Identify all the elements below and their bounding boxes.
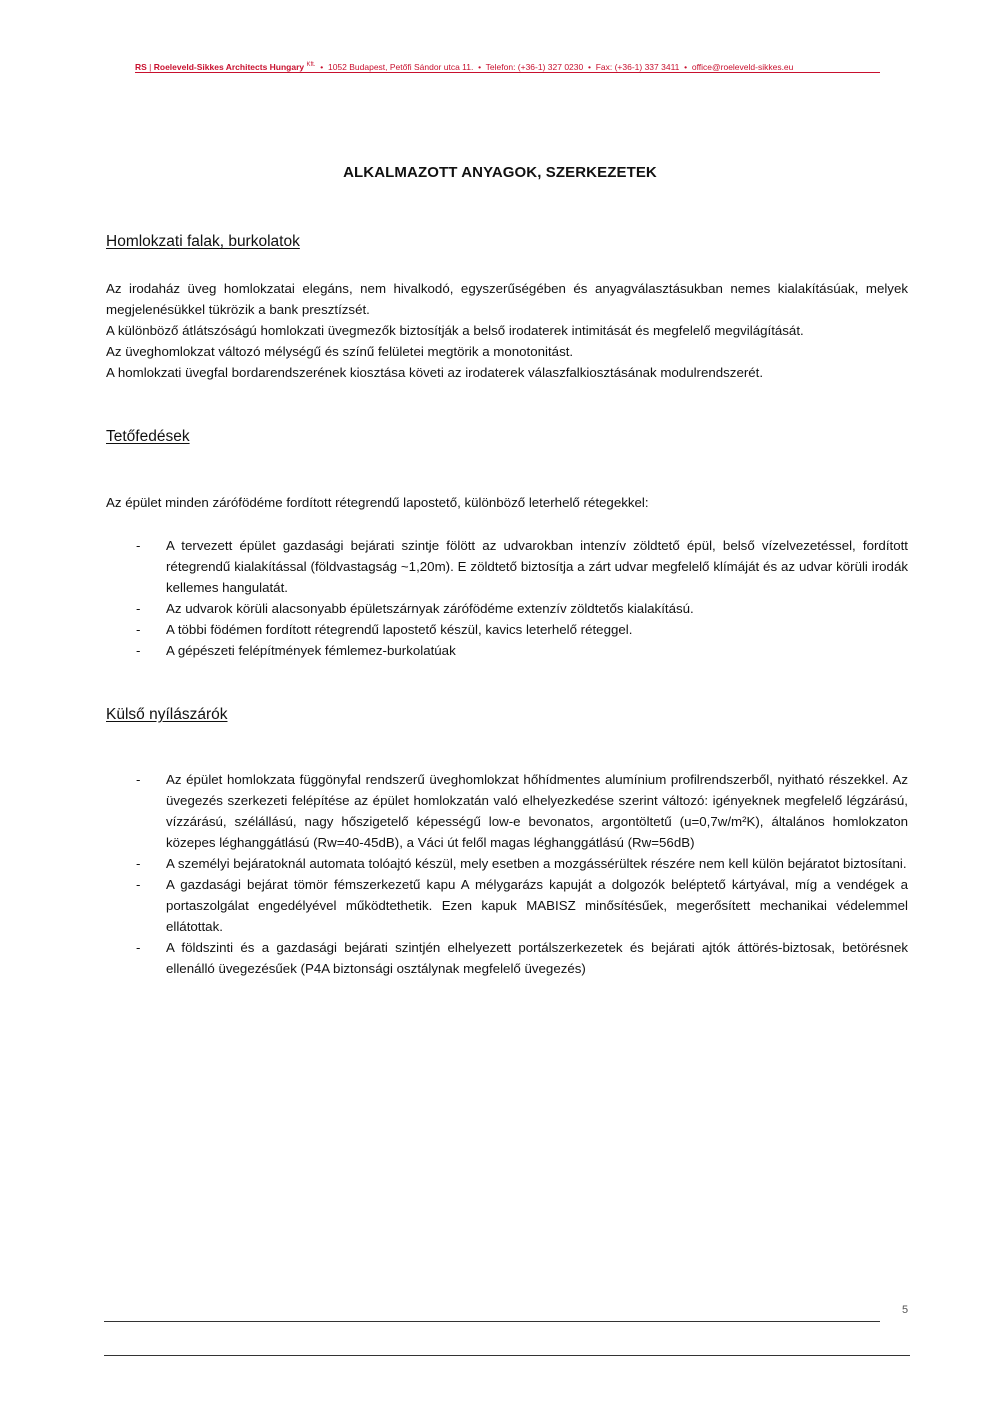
bullet-dash: - xyxy=(136,772,141,787)
firm-name: Roeleveld-Sikkes Architects Hungary xyxy=(153,61,305,72)
bullet-dash: - xyxy=(136,856,141,871)
firm-address: 1052 Budapest, Petőfi Sándor utca 11. xyxy=(327,61,474,72)
letterhead: RS | Roeleveld-Sikkes Architects Hungary $^{Kft.}$ • 1052 Budapest, Petőfi Sándor utca 11. • Telefon: (+36-1) 327 0230 • Fax: (+36-1) 337 3411 • office@roeleveld-sikkes.eu xyxy=(135,61,794,72)
bullet-dash: - xyxy=(136,622,141,637)
paragraph: A különböző átlátszóságú homlokzati üvegmezők biztosítják a belső irodaterek intimitását és megfelelő megvilágítását. xyxy=(106,323,804,338)
bullet-dash: - xyxy=(136,601,141,616)
list-item-text: A gazdasági bejárat tömör fémszerkezetű kapu A mélygarázs kapuját a dolgozók beléptető kártyával, míg a vendégek a portaszolgálat engedélyével működtethetik. Ezen kapuk MABISZ minősítésűek, megerősített mechanikai védelemmel ellátottak. xyxy=(166,877,908,934)
page-title: ALKALMAZOTT ANYAGOK, SZERKEZETEK xyxy=(343,164,657,181)
list-item-text: A gépészeti felépítmények fémlemez-burkolatúak xyxy=(166,643,456,658)
bullet-dash: - xyxy=(136,643,141,658)
list-item xyxy=(106,619,908,640)
list-item xyxy=(106,535,908,598)
bullet-list-roofing xyxy=(106,535,908,661)
section-heading-openings: Külső nyílászárók xyxy=(106,706,228,723)
bullet-dash: - xyxy=(136,940,141,955)
footer-divider xyxy=(104,1321,880,1322)
footer-divider-bottom xyxy=(104,1355,910,1356)
logo-separator: | xyxy=(146,61,154,72)
section-heading-roofing: Tetőfedések xyxy=(106,428,190,445)
bullet-list-openings xyxy=(106,769,908,979)
firm-suffix: Kft. xyxy=(306,62,316,68)
list-item-text: A személyi bejáratoknál automata tolóajtó készül, mely esetben a mozgássérültek részére nem kell külön bejáratot biztosítani. xyxy=(166,856,907,871)
firm-email[interactable]: office@roeleveld-sikkes.eu xyxy=(691,61,794,72)
logo-mark: RS xyxy=(135,61,147,72)
list-item xyxy=(106,853,908,874)
paragraph: Az irodaház üveg homlokzatai elegáns, nem hivalkodó, egyszerűségében és anyagválasztásukban nemes kialakításúak, melyek megjelenésükkel tükrözik a bank presztízsét. xyxy=(106,281,908,317)
list-item xyxy=(106,874,908,937)
list-item-text: A tervezett épület gazdasági bejárati szintje fölött az udvarokban intenzív zöldtető épül, belső vízelvezetéssel, fordított rétegrendű kialakítással (földvastagság ~1,20m). E zöldtető biztosítja a zárt udvar megfelelő klímáját és az udvar körüli irodák kellemes hangulatát. xyxy=(166,538,908,595)
firm-phone: Telefon: (+36-1) 327 0230 xyxy=(485,61,584,72)
list-item-text: Az épület homlokzata függönyfal rendszerű üveghomlokzat hőhídmentes alumínium profilrendszerből, nyitható részekkel. Az üvegezés szerkezeti felépítése az épület homlokzatán való elhelyezkedése szerint változó: igényeknek megfelelő légzárású, vízzárású, szélállású, nagy hőszigetelő képességű low-e bevonatos, argontöltetű (u=0,7w/m²K), általános homlokzaton közepes léghanggátlású (Rw=40-45dB), a Váci út felől magas léghanggátlású (Rw=56dB) xyxy=(166,772,908,850)
paragraph: A homlokzati üvegfal bordarendszerének kiosztása követi az irodaterek válaszfalkiosztásának modulrendszerét. xyxy=(106,365,764,380)
paragraph: Az üveghomlokzat változó mélységű és színű felületei megtörik a monotonitást. xyxy=(106,344,574,359)
list-item-text: Az udvarok körüli alacsonyabb épületszárnyak zárófödéme extenzív zöldtetős kialakítású. xyxy=(166,601,694,616)
list-item-text: A földszinti és a gazdasági bejárati szintjén elhelyezett portálszerkezetek és bejárati ajtók áttörés-biztosak, betörésnek ellenálló üvegezésűek (P4A biztonsági osztálynak megfelelő üvegezés) xyxy=(166,940,908,976)
list-item xyxy=(106,640,908,661)
section-heading-facades: Homlokzati falak, burkolatok xyxy=(106,233,300,250)
list-item-text: A többi födémen fordított rétegrendű lapostető készül, kavics leterhelő réteggel. xyxy=(166,622,633,637)
list-item xyxy=(106,937,908,979)
bullet-dash: - xyxy=(136,877,141,892)
page-number: 5 xyxy=(902,1304,909,1316)
section-body-facades xyxy=(106,278,908,383)
firm-fax: Fax: (+36-1) 337 3411 xyxy=(595,61,680,72)
list-item xyxy=(106,769,908,853)
bullet-dash: - xyxy=(136,538,141,553)
section-intro-roofing: Az épület minden zárófödéme fordított rétegrendű lapostető, különböző leterhelő rétegekkel: xyxy=(106,495,649,510)
header-divider xyxy=(135,72,880,73)
list-item xyxy=(106,598,908,619)
